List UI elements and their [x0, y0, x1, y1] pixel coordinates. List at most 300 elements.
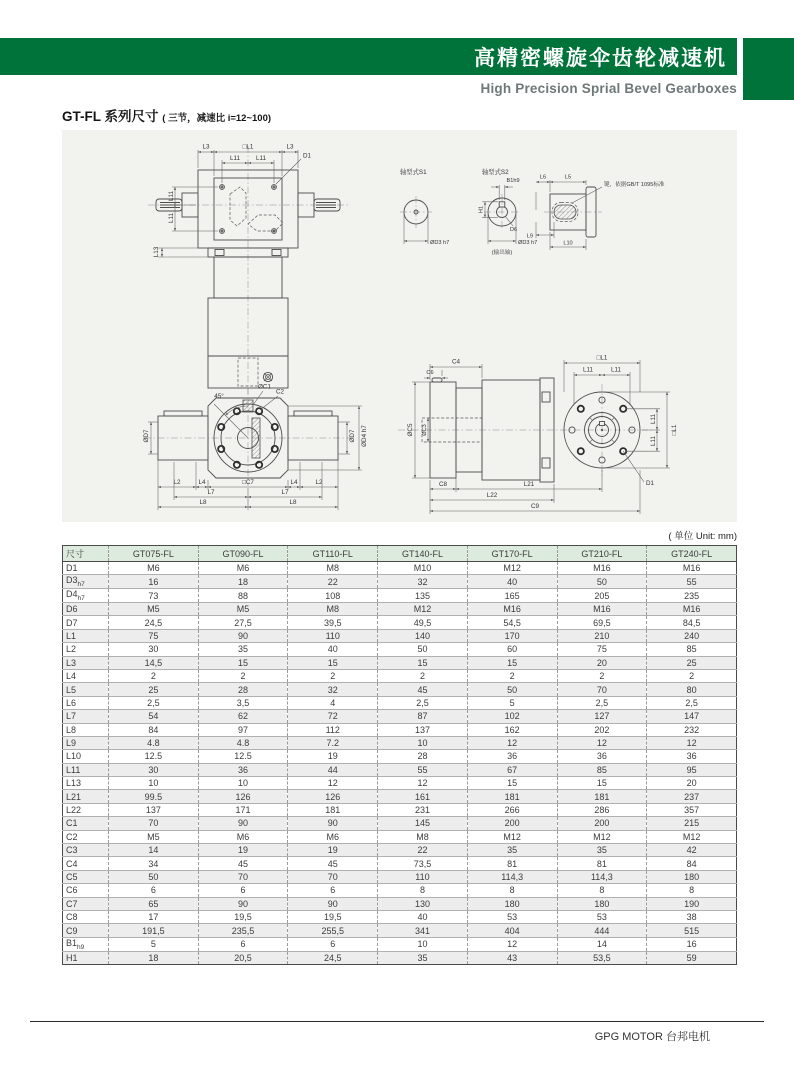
dim-value-cell: 44: [288, 763, 378, 776]
dim-label: C6: [426, 370, 434, 376]
dim-value-cell: 81: [467, 857, 557, 870]
header-bar: [0, 38, 737, 75]
dim-label: L11: [168, 212, 175, 224]
dim-label: L2: [315, 479, 323, 486]
dim-label: L6: [539, 174, 547, 181]
dim-value-cell: 235: [647, 589, 737, 603]
dim-value-cell: 2,5: [109, 696, 199, 709]
dim-value-cell: 53: [557, 910, 647, 923]
table-row: [63, 817, 737, 830]
dim-value-cell: 54: [109, 710, 199, 723]
dim-value-cell: 4.8: [109, 736, 199, 749]
dim-value-cell: 235,5: [198, 924, 288, 937]
dim-value-cell: 35: [198, 643, 288, 656]
dim-value-cell: 8: [557, 884, 647, 897]
dim-value-cell: 180: [647, 870, 737, 883]
table-row: [63, 937, 737, 951]
table-row: [63, 643, 737, 656]
dim-value-cell: 130: [378, 897, 468, 910]
dim-value-cell: 8: [378, 884, 468, 897]
dim-value-cell: 6: [198, 937, 288, 951]
dim-name-cell: L10: [63, 750, 109, 763]
dim-value-cell: 102: [467, 710, 557, 723]
section-title-main: GT-FL 系列尺寸: [62, 109, 159, 124]
dim-value-cell: 200: [557, 817, 647, 830]
dim-value-cell: 14: [557, 937, 647, 951]
dim-value-cell: 40: [467, 575, 557, 589]
dim-label: □C7: [242, 479, 254, 486]
dim-value-cell: M16: [467, 602, 557, 615]
table-row: [63, 562, 737, 575]
dim-value-cell: 15: [467, 777, 557, 790]
dim-value-cell: 84,5: [647, 616, 737, 629]
dim-value-cell: 10: [378, 736, 468, 749]
dim-value-cell: 181: [288, 803, 378, 816]
col-header: GT140-FL: [378, 546, 468, 562]
dim-label: L7: [207, 489, 215, 496]
dim-value-cell: 2: [467, 669, 557, 682]
dim-value-cell: 12: [288, 777, 378, 790]
dim-label: L11: [650, 413, 657, 425]
dim-value-cell: 2: [378, 669, 468, 682]
dim-value-cell: M12: [557, 830, 647, 843]
dim-value-cell: 357: [647, 803, 737, 816]
dim-label: L4: [290, 479, 298, 486]
dim-value-cell: M5: [109, 830, 199, 843]
drawing-panel: [62, 130, 737, 522]
dim-value-cell: 8: [467, 884, 557, 897]
shaft-type-s2-label: 轴型式S2: [482, 169, 509, 176]
dim-label: 45°: [214, 393, 224, 400]
dim-label: D1: [646, 480, 655, 487]
dim-value-cell: 12: [467, 736, 557, 749]
page-subtitle-en: High Precision Sprial Bevel Gearboxes: [480, 81, 737, 96]
dim-value-cell: 34: [109, 857, 199, 870]
dim-value-cell: 10: [198, 777, 288, 790]
dim-value-cell: 180: [557, 897, 647, 910]
dim-value-cell: 25: [109, 683, 199, 696]
dim-label: L13: [153, 246, 160, 258]
dim-value-cell: 266: [467, 803, 557, 816]
dim-value-cell: 341: [378, 924, 468, 937]
dim-label: ØD7: [349, 429, 356, 443]
dim-label: L4: [198, 479, 206, 486]
table-row: [63, 951, 737, 964]
dim-value-cell: 135: [378, 589, 468, 603]
table-row: [63, 870, 737, 883]
shaft-type-s1-label: 轴型式S1: [400, 169, 427, 176]
dim-value-cell: 73: [109, 589, 199, 603]
col-header: GT075-FL: [109, 546, 199, 562]
dim-name-cell: L1: [63, 629, 109, 642]
dim-value-cell: 2,5: [647, 696, 737, 709]
dim-value-cell: 45: [378, 683, 468, 696]
dim-value-cell: 2: [198, 669, 288, 682]
dim-label: ØC5: [407, 423, 414, 437]
dim-value-cell: 145: [378, 817, 468, 830]
dim-value-cell: 171: [198, 803, 288, 816]
table-row: [63, 857, 737, 870]
dim-value-cell: 32: [288, 683, 378, 696]
dim-name-cell: D7: [63, 616, 109, 629]
dim-label: ØD3 h7: [430, 240, 450, 246]
dim-value-cell: 114,3: [557, 870, 647, 883]
table-row: [63, 602, 737, 615]
dim-name-cell: L21: [63, 790, 109, 803]
dim-value-cell: 4: [288, 696, 378, 709]
table-header-row: [63, 546, 737, 562]
dim-value-cell: 2: [109, 669, 199, 682]
dim-value-cell: M16: [557, 562, 647, 575]
table-row: [63, 710, 737, 723]
dim-label: ØD4 h7: [361, 425, 368, 447]
footer-brand: GPG MOTOR 台邦电机: [594, 1031, 710, 1043]
table-row: [63, 750, 737, 763]
dim-value-cell: 8: [647, 884, 737, 897]
dim-value-cell: 42: [647, 844, 737, 857]
dim-value-cell: 36: [198, 763, 288, 776]
dim-label: L8: [199, 499, 207, 506]
dim-value-cell: 12: [647, 736, 737, 749]
table-row: [63, 790, 737, 803]
dim-value-cell: 2: [557, 669, 647, 682]
dim-label: C4: [451, 358, 461, 366]
dim-value-cell: 70: [557, 683, 647, 696]
dim-value-cell: 2: [288, 669, 378, 682]
dim-name-cell: C5: [63, 870, 109, 883]
dim-value-cell: 35: [557, 844, 647, 857]
dim-label: B1h9: [506, 178, 520, 184]
dim-value-cell: M10: [378, 562, 468, 575]
table-row: [63, 683, 737, 696]
dim-value-cell: 2: [647, 669, 737, 682]
dim-value-cell: 232: [647, 723, 737, 736]
dim-value-cell: 50: [378, 643, 468, 656]
dim-label: ØC3: [422, 424, 428, 436]
dim-value-cell: 32: [378, 575, 468, 589]
dim-value-cell: 90: [288, 817, 378, 830]
dim-value-cell: 10: [109, 777, 199, 790]
dim-name-cell: $B1_{h9}$: [63, 937, 109, 951]
col-header-dim: 尺寸: [63, 546, 109, 562]
dim-value-cell: 67: [467, 763, 557, 776]
dim-value-cell: M6: [198, 830, 288, 843]
dim-value-cell: 30: [109, 763, 199, 776]
dim-label: L10: [563, 240, 573, 247]
dim-label: □L1: [671, 424, 678, 436]
dim-value-cell: 215: [647, 817, 737, 830]
dim-value-cell: 84: [647, 857, 737, 870]
dim-value-cell: 38: [647, 910, 737, 923]
col-header: GT240-FL: [647, 546, 737, 562]
dim-value-cell: 15: [557, 777, 647, 790]
footer-divider: [30, 1021, 764, 1022]
table-row: [63, 589, 737, 603]
dim-value-cell: 114,3: [467, 870, 557, 883]
dim-value-cell: 237: [647, 790, 737, 803]
dim-value-cell: 15: [467, 656, 557, 669]
dim-value-cell: 20,5: [198, 951, 288, 964]
dim-value-cell: 80: [647, 683, 737, 696]
dim-value-cell: 20: [557, 656, 647, 669]
dim-value-cell: 12: [378, 777, 468, 790]
dim-value-cell: 126: [198, 790, 288, 803]
dim-value-cell: 231: [378, 803, 468, 816]
dim-name-cell: C4: [63, 857, 109, 870]
col-header: GT090-FL: [198, 546, 288, 562]
dim-value-cell: 515: [647, 924, 737, 937]
dim-value-cell: 170: [467, 629, 557, 642]
dimension-table: [62, 545, 737, 965]
dim-value-cell: 10: [378, 937, 468, 951]
dim-label: H1: [478, 205, 485, 214]
dim-value-cell: M6: [109, 562, 199, 575]
dim-value-cell: 87: [378, 710, 468, 723]
dim-label: L8: [289, 499, 297, 506]
dim-value-cell: M6: [288, 830, 378, 843]
dim-value-cell: 19,5: [198, 910, 288, 923]
dim-value-cell: 18: [198, 575, 288, 589]
page-title-cn: 高精密螺旋伞齿轮减速机: [474, 46, 727, 70]
section-title: [62, 105, 271, 125]
dim-value-cell: 286: [557, 803, 647, 816]
dim-name-cell: L7: [63, 710, 109, 723]
table-row: [63, 723, 737, 736]
dim-value-cell: 45: [288, 857, 378, 870]
dim-value-cell: 205: [557, 589, 647, 603]
dim-value-cell: 12.5: [198, 750, 288, 763]
dim-value-cell: 54,5: [467, 616, 557, 629]
dim-value-cell: 162: [467, 723, 557, 736]
dim-name-cell: C7: [63, 897, 109, 910]
dim-value-cell: 36: [557, 750, 647, 763]
dim-value-cell: 17: [109, 910, 199, 923]
dim-value-cell: 19: [288, 844, 378, 857]
dim-label: L22: [486, 492, 498, 499]
view-side-flange: [398, 355, 678, 515]
table-row: [63, 910, 737, 923]
dim-value-cell: 28: [378, 750, 468, 763]
dim-label: L11: [229, 155, 241, 162]
dim-value-cell: 108: [288, 589, 378, 603]
dim-value-cell: 127: [557, 710, 647, 723]
dim-value-cell: 69,5: [557, 616, 647, 629]
dim-name-cell: D1: [63, 562, 109, 575]
dim-value-cell: 181: [557, 790, 647, 803]
view-output-face: [143, 384, 368, 511]
dim-value-cell: 255,5: [288, 924, 378, 937]
dim-value-cell: 59: [647, 951, 737, 964]
dim-label: ØD7: [143, 429, 150, 443]
dim-value-cell: M16: [647, 602, 737, 615]
dim-name-cell: C3: [63, 844, 109, 857]
table-row: [63, 777, 737, 790]
key-standard-note: 键，依据GB/T 1095标准: [604, 182, 665, 188]
dim-value-cell: 16: [109, 575, 199, 589]
table-row: [63, 884, 737, 897]
dim-value-cell: 70: [198, 870, 288, 883]
table-row: [63, 803, 737, 816]
dim-value-cell: 7.2: [288, 736, 378, 749]
dim-label: ØC1: [258, 383, 271, 391]
dim-name-cell: L4: [63, 669, 109, 682]
dim-name-cell: D6: [63, 602, 109, 615]
dim-value-cell: M5: [198, 602, 288, 615]
dim-label: L9: [526, 233, 533, 240]
dim-value-cell: 137: [109, 803, 199, 816]
dim-value-cell: 55: [378, 763, 468, 776]
dim-label: □L1: [596, 354, 608, 362]
view-shaft-types: [400, 167, 665, 256]
dim-label: L11: [255, 155, 267, 162]
col-header: GT110-FL: [288, 546, 378, 562]
dim-value-cell: M16: [647, 562, 737, 575]
dim-value-cell: 88: [198, 589, 288, 603]
dim-value-cell: 16: [647, 937, 737, 951]
dim-value-cell: 40: [378, 910, 468, 923]
dim-value-cell: 18: [109, 951, 199, 964]
dim-value-cell: 19: [198, 844, 288, 857]
dim-value-cell: 27,5: [198, 616, 288, 629]
dim-value-cell: 70: [288, 870, 378, 883]
dim-name-cell: H1: [63, 951, 109, 964]
dim-value-cell: 55: [647, 575, 737, 589]
dim-value-cell: 22: [288, 575, 378, 589]
col-header: GT210-FL: [557, 546, 647, 562]
dim-value-cell: 36: [467, 750, 557, 763]
dim-value-cell: 20: [647, 777, 737, 790]
dim-value-cell: 180: [467, 897, 557, 910]
dim-value-cell: 15: [378, 656, 468, 669]
table-row: [63, 629, 737, 642]
dim-value-cell: 137: [378, 723, 468, 736]
dim-label: L11: [650, 435, 657, 447]
dim-value-cell: 45: [198, 857, 288, 870]
dim-value-cell: 70: [109, 817, 199, 830]
dim-label: L11: [168, 190, 175, 202]
table-row: [63, 616, 737, 629]
dim-value-cell: 90: [198, 629, 288, 642]
dim-value-cell: 12.5: [109, 750, 199, 763]
dim-value-cell: 35: [378, 951, 468, 964]
dim-name-cell: L13: [63, 777, 109, 790]
col-header: GT170-FL: [467, 546, 557, 562]
dim-value-cell: 126: [288, 790, 378, 803]
dim-value-cell: 2,5: [557, 696, 647, 709]
dim-value-cell: 95: [647, 763, 737, 776]
dim-value-cell: M8: [288, 602, 378, 615]
dim-value-cell: M5: [109, 602, 199, 615]
dim-name-cell: C1: [63, 817, 109, 830]
header-accent-square: [743, 38, 794, 100]
dim-value-cell: 24,5: [109, 616, 199, 629]
dim-label: L3: [202, 143, 210, 151]
dim-label: L21: [523, 481, 535, 488]
table-body: [63, 562, 737, 965]
dim-value-cell: 24,5: [288, 951, 378, 964]
dim-value-cell: 161: [378, 790, 468, 803]
table-row: [63, 669, 737, 682]
dim-label: D1: [303, 152, 312, 160]
dim-label: ØD3 h7: [518, 240, 538, 246]
table-row: [63, 844, 737, 857]
dim-value-cell: 85: [647, 643, 737, 656]
dim-value-cell: 5: [467, 696, 557, 709]
table-row: [63, 924, 737, 937]
dim-name-cell: L22: [63, 803, 109, 816]
dim-value-cell: 191,5: [109, 924, 199, 937]
dim-value-cell: M8: [288, 562, 378, 575]
dim-label: L7: [281, 489, 289, 496]
dim-name-cell: L9: [63, 736, 109, 749]
dim-name-cell: C6: [63, 884, 109, 897]
dim-value-cell: M12: [647, 830, 737, 843]
dim-value-cell: 75: [109, 629, 199, 642]
dim-value-cell: 35: [467, 844, 557, 857]
dim-value-cell: 90: [198, 897, 288, 910]
table-row: [63, 830, 737, 843]
dim-value-cell: 12: [557, 736, 647, 749]
dim-name-cell: C8: [63, 910, 109, 923]
table-row: [63, 897, 737, 910]
dim-value-cell: M12: [467, 562, 557, 575]
dim-value-cell: 90: [198, 817, 288, 830]
dim-value-cell: 39,5: [288, 616, 378, 629]
dim-name-cell: L2: [63, 643, 109, 656]
dim-label: C2: [276, 388, 285, 396]
dim-name-cell: $D4_{h7}$: [63, 589, 109, 603]
dim-label: □L1: [242, 143, 254, 151]
dim-value-cell: M12: [467, 830, 557, 843]
dim-value-cell: 147: [647, 710, 737, 723]
dim-value-cell: 4.8: [198, 736, 288, 749]
dim-value-cell: 19,5: [288, 910, 378, 923]
dim-value-cell: M12: [378, 602, 468, 615]
table-row: [63, 696, 737, 709]
dim-value-cell: 200: [467, 817, 557, 830]
table-row: [63, 575, 737, 589]
section-title-note: ( 三节，减速比 i=12~100): [162, 113, 272, 124]
dim-value-cell: 140: [378, 629, 468, 642]
output-shaft-label: (输出轴): [491, 250, 513, 256]
dim-value-cell: 36: [647, 750, 737, 763]
dim-value-cell: 15: [288, 656, 378, 669]
dim-value-cell: 3,5: [198, 696, 288, 709]
dim-value-cell: 85: [557, 763, 647, 776]
dim-value-cell: 6: [288, 937, 378, 951]
dim-value-cell: 22: [378, 844, 468, 857]
dim-value-cell: 190: [647, 897, 737, 910]
dim-name-cell: $D3_{h7}$: [63, 575, 109, 589]
dim-name-cell: L5: [63, 683, 109, 696]
dim-value-cell: 75: [557, 643, 647, 656]
dim-label: L11: [610, 366, 622, 374]
dim-label: L3: [286, 143, 294, 151]
dim-value-cell: 25: [647, 656, 737, 669]
dim-value-cell: 444: [557, 924, 647, 937]
dim-value-cell: 112: [288, 723, 378, 736]
unit-note: ( 单位 Unit: mm): [668, 531, 737, 542]
dim-value-cell: 50: [467, 683, 557, 696]
dim-value-cell: 202: [557, 723, 647, 736]
dim-value-cell: 99.5: [109, 790, 199, 803]
dim-name-cell: L8: [63, 723, 109, 736]
dim-value-cell: 43: [467, 951, 557, 964]
dim-label: D6: [510, 227, 518, 233]
dim-value-cell: 2,5: [378, 696, 468, 709]
dim-name-cell: L3: [63, 656, 109, 669]
dim-value-cell: M8: [378, 830, 468, 843]
